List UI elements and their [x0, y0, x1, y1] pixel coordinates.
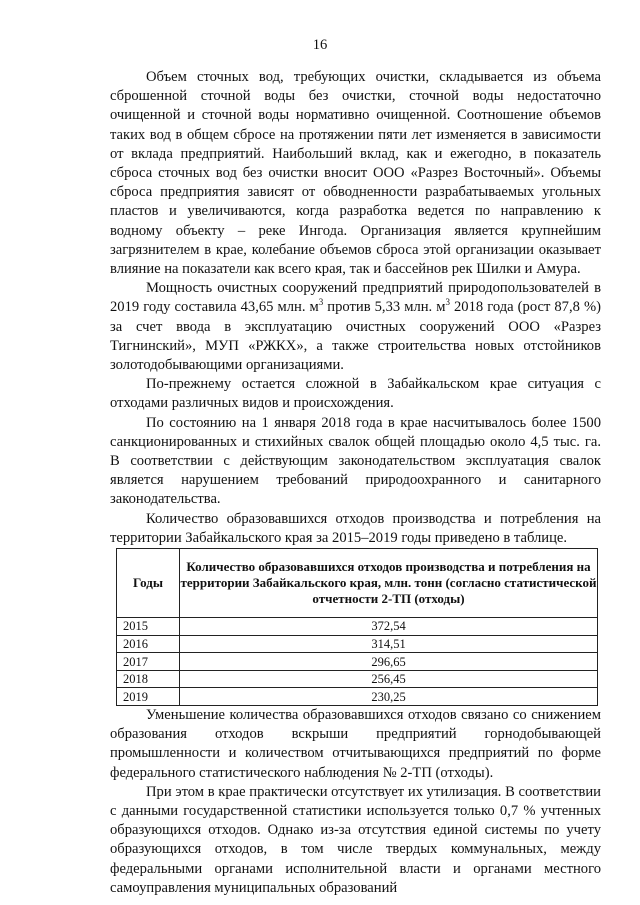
paragraph-wastewater: Объем сточных вод, требующих очистки, складывается из объема сброшенной сточной воды без очистки, сточной воды недостаточно очищенной и сточной воды нормативно очищенной. Соотношение объемов таких вод в общем сбросе на протяжении пяти лет изменяется в зависимости от вклада предприятий. Наибольший вклад, как и ежегодно, в показатель сброса сточных вод без очистки вносит ООО «Разрез Восточный». Объемы сброса предприятия зависят от обводненности разрабатываемых угольных пластов и увеличиваются, когда разработка ведется по направлению к водному объекту – реке Ингода. Организация является крупнейшим загрязнителем в крае, колебание объемов сброса этой организации оказывает влияние на показатели как всего края, так и бассейнов рек Шилки и Амура. [110, 69, 601, 278]
paragraph-table-intro: Количество образовавшихся отходов производства и потребления на территории Забайкальского края за 2015–2019 годы приведено в таблице. [110, 510, 601, 546]
header-years: Годы [117, 549, 180, 618]
waste-table-container [110, 548, 601, 706]
row-value: 372,54 [180, 618, 598, 636]
paragraph-waste-reduction: Уменьшение количества образовавшихся отходов связано со снижением образования отходов вскрыши предприятий горнодобывающей промышленности и количеством отчитывающихся предприятий по форме федерального статистического наблюдения № 2-ТП (отходы). [110, 707, 601, 781]
row-year: 2016 [117, 635, 180, 653]
table-row [117, 688, 598, 706]
row-value: 230,25 [180, 688, 598, 706]
paragraph-landfills: По состоянию на 1 января 2018 года в крае насчитывалось более 1500 санкционированных и стихийных свалок общей площадью около 4,5 тыс. га. В соответствии с действующим законодательством эксплуатация свалок является нарушением требований природоохранного и санитарного законодательства. [110, 414, 601, 508]
row-value: 256,45 [180, 670, 598, 688]
table-row [117, 635, 598, 653]
row-value: 296,65 [180, 653, 598, 671]
row-value: 314,51 [180, 635, 598, 653]
row-year: 2015 [117, 618, 180, 636]
table-row [117, 653, 598, 671]
body-text [110, 68, 601, 898]
paragraph-waste-situation: По-прежнему остается сложной в Забайкальском крае ситуация с отходами различных видов и происхождения. [110, 376, 601, 412]
table-header-row [117, 549, 598, 618]
page-number: 16 [312, 37, 328, 53]
paragraph-recycling: При этом в крае практически отсутствует их утилизация. В соответствии с данными государственной статистики используется только 0,7 % учтенных образующихся отходов. Однако из-за отсутствия единой системы по учету образующихся отходов, в том числе твердых коммунальных, между федеральными органами исполнительной власти и органами местного самоуправления муниципальных образований [110, 783, 601, 896]
paragraph-treatment-capacity: Мощность очистных сооружений предприятий природопользователей в 2019 году составила 43,65 млн. $м^3$ против 5,33 млн. $м^3$ 2018 года (рост 87,8 %) за счет ввода в эксплуатацию очистных сооружений ООО «Разрез Тигнинский», МУП «РЖКХ», а также строительства новых отстойников золотодобывающими организациями. [110, 280, 601, 374]
table-row [117, 618, 598, 636]
row-year: 2017 [117, 653, 180, 671]
table-row [117, 670, 598, 688]
row-year: 2018 [117, 670, 180, 688]
header-waste-amount: Количество образовавшихся отходов производства и потребления на территории Забайкальского края, млн. тонн (согласно статистической отчетности 2-ТП (отходы) [180, 549, 598, 618]
waste-table [116, 548, 598, 706]
row-year: 2019 [117, 688, 180, 706]
